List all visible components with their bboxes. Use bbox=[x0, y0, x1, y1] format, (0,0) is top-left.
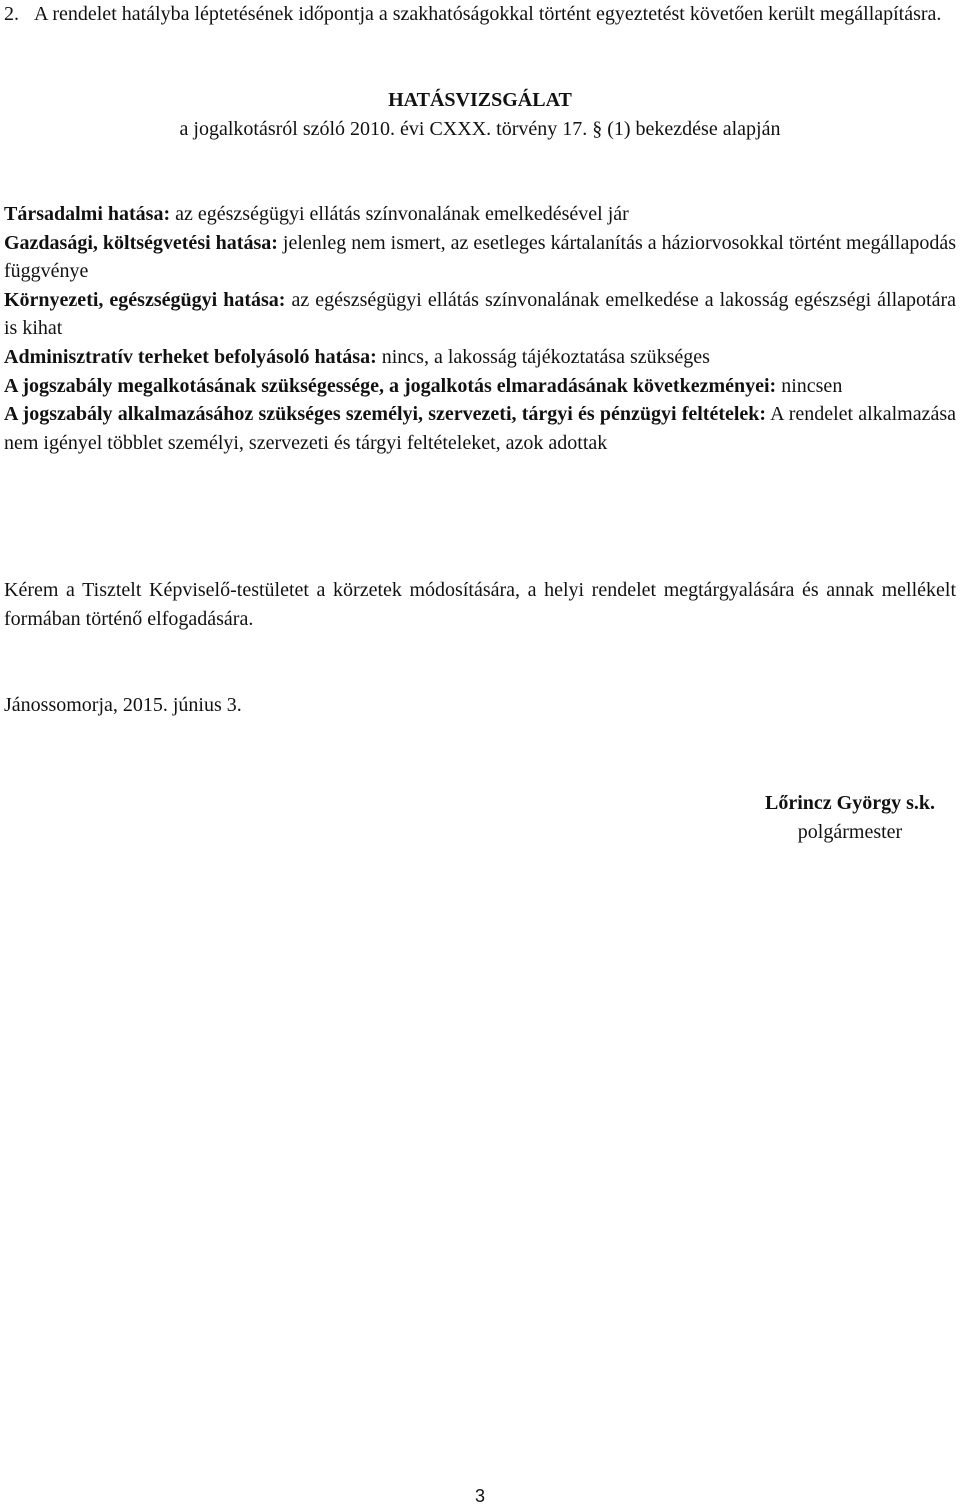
signature-block bbox=[735, 789, 960, 846]
row-label: Adminisztratív terheket befolyásoló hatása: bbox=[4, 345, 377, 368]
impact-row-economic bbox=[4, 229, 956, 286]
item-text: A rendelet hatályba léptetésének időpontja a szakhatóságokkal történt egyeztetést követően került megállapításra. bbox=[34, 3, 942, 25]
row-label: A jogszabály megalkotásának szükségessége, a jogalkotás elmaradásának következményei: bbox=[4, 374, 777, 397]
request-paragraph: Kérem a Tisztelt Képviselő-testületet a körzetek módosítására, a helyi rendelet megtárgyalására és annak mellékelt formában történő elfogadására. bbox=[4, 579, 956, 630]
impact-subheading: a jogalkotásról szóló 2010. évi CXXX. törvény 17. § (1) bekezdése alapján bbox=[179, 117, 781, 140]
row-text: nincs, a lakosság tájékoztatása szükséges bbox=[376, 345, 710, 368]
item-number: 2. bbox=[4, 3, 19, 25]
place-date: Jánossomorja, 2015. június 3. bbox=[4, 694, 242, 716]
impact-heading: HATÁSVIZSGÁLAT bbox=[388, 89, 572, 111]
row-label: Gazdasági, költségvetési hatása: bbox=[4, 231, 278, 254]
row-text: nincsen bbox=[776, 374, 843, 397]
row-text: A rendelet alkalmazása nem igényel többlet személyi, szervezeti és tárgyi feltételeket, azok adottak bbox=[4, 403, 956, 454]
impact-row-social bbox=[4, 200, 956, 229]
impact-list bbox=[4, 200, 956, 457]
numbered-item-2 bbox=[4, 0, 956, 29]
row-label: A jogszabály alkalmazásához szükséges személyi, szervezeti, tárgyi és pénzügyi feltételek: bbox=[4, 403, 767, 426]
row-text: jelenleg nem ismert, az esetleges kártalanítás a háziorvosokkal történt megállapodás függvénye bbox=[4, 231, 956, 283]
impact-assessment-header bbox=[4, 86, 956, 143]
impact-row-necessity bbox=[4, 372, 956, 401]
impact-row-administrative bbox=[4, 343, 956, 372]
row-text: az egészségügyi ellátás színvonalának emelkedésével jár bbox=[170, 203, 629, 225]
signatory-title: polgármester bbox=[797, 820, 903, 843]
impact-row-conditions bbox=[4, 400, 956, 457]
page-number: 3 bbox=[474, 1486, 485, 1506]
row-label: Környezeti, egészségügyi hatása: bbox=[4, 288, 286, 311]
signatory-name: Lőrincz György s.k. bbox=[765, 792, 935, 814]
row-text: az egészségügyi ellátás színvonalának emelkedése a lakosság egészségi állapotára is kihat bbox=[4, 288, 956, 340]
row-label: Társadalmi hatása: bbox=[4, 203, 171, 225]
impact-row-environmental bbox=[4, 286, 956, 343]
